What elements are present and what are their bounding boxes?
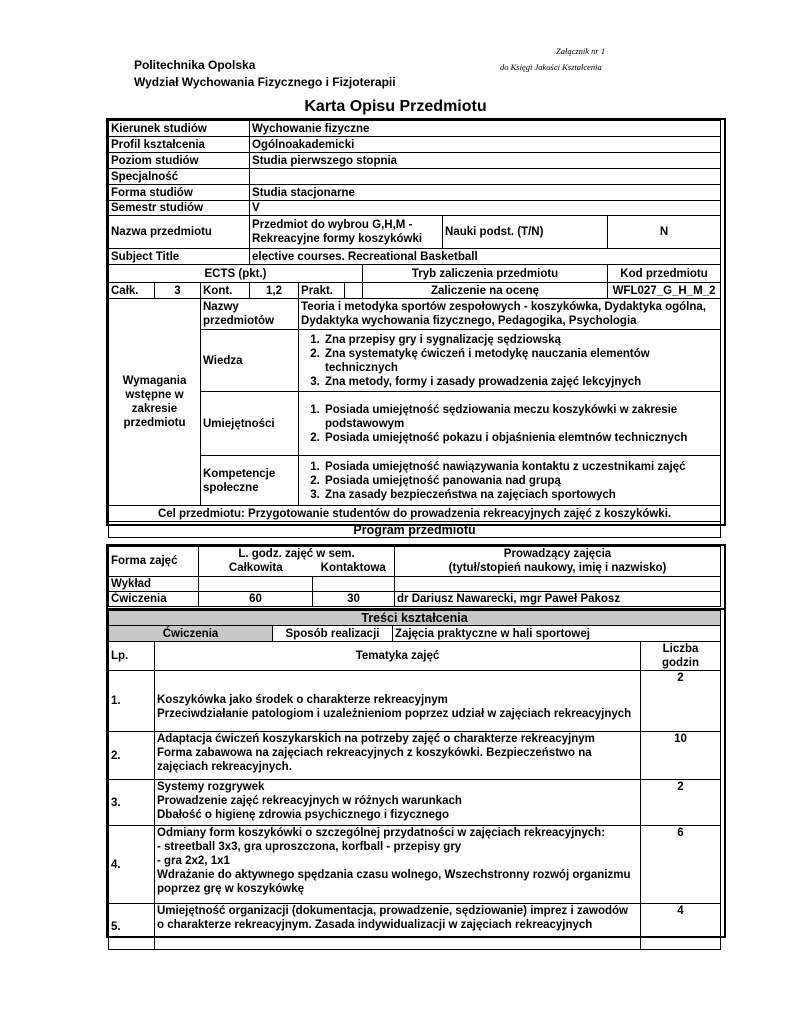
umiejetnosci-item: 2. Posiada umiejętność pokazu i objaśnienia elemtnów technicznych [323,431,718,445]
kontaktowa-value: 30 [313,591,395,606]
semestr-value: V [250,201,721,216]
cel-przedmiotu: Cel przedmiotu: Przygotowanie studentów do prowadzenia rekreacyjnych zajęć z koszykówki. [109,506,721,522]
content-title: Treści kształcenia [109,611,721,626]
wiedza-item: 2. Zna systematykę ćwiczeń i metodykę nauczania elementów technicznych [323,347,718,375]
lp-label: Lp. [109,642,155,671]
tryb-label: Tryb zaliczenia przedmiotu [363,265,608,283]
godziny-value: 2 [641,671,721,732]
document-title: Karta Opisu Przedmiotu [304,98,487,115]
row-nazwy [109,299,721,330]
kompetencje-item: 1. Posiada umiejętność nawiązywania kontaktu z uczestnikami zajęć [323,460,718,474]
prakt-label: Prakt. [299,283,345,299]
kont-label: Kont. [201,283,250,299]
kompetencje-value [299,456,721,506]
forma-value: Wykład [109,576,199,591]
tematyka-line: Systemy rozgrywek [157,781,265,793]
attachment-label: Załącznik nr 1 [556,46,606,56]
row-nazwa [109,216,721,249]
forma-zajec-label: Forma zajęć [109,547,199,577]
content-row [109,732,721,780]
wymagania-label: Wymagania wstępne w zakresie przedmiotu [109,299,201,506]
lp-value: 1. [109,671,155,732]
godziny-value: 4 [641,904,721,950]
forma-value: Ćwiczenia [109,591,199,606]
prowadzacy-value: dr Dariusz Nawarecki, mgr Paweł Pakosz [395,591,721,606]
hours-label: L. godz. zajęć w sem. [199,547,395,562]
lp-value: 3. [109,780,155,826]
specjalnosc-label: Specjalność [109,169,250,185]
department-name: Wydział Wychowania Fizycznego i Fizjoterapii [134,75,396,89]
specjalnosc-value [250,169,721,185]
profil-label: Profil kształcenia [109,137,250,153]
tematyka-line: Wdrażanie do aktywnego spędzania czasu wolnego, Wszechstronny rozwój organizmu poprzez grę w koszykówkę [157,869,631,895]
row-umiejetnosci [109,392,721,456]
sposob-label: Sposób realizacji [273,626,393,642]
tematyka-value [155,671,641,732]
wiedza-label: Wiedza [201,330,299,392]
tematyka-line: Koszykówka jako środek o charakterze rekreacyjnym [157,694,448,706]
tematyka-line: Przeciwdziałanie patologiom i uzależnieniom poprzez udział w zajęciach rekreacyjnych [157,708,632,720]
course-info-table [108,120,721,538]
godziny-value: 10 [641,732,721,780]
sposob-value: Zajęcia praktyczne w hali sportowej [393,626,721,642]
prowadzacy-label: Prowadzący zajęcia [395,547,721,562]
forma-studiow-value: Studia stacjonarne [250,185,721,201]
program-row-wyklad [109,576,721,591]
kod-label: Kod przedmiotu [608,265,721,283]
kont-value: 1,2 [250,283,299,299]
row-wiedza [109,330,721,392]
kontaktowa-value [313,576,395,591]
university-name: Politechnika Opolska [134,58,256,72]
prakt-value [345,283,363,299]
semestr-label: Semestr studiów [109,201,250,216]
subject-value: elective courses. Recreational Basketball [250,249,721,265]
row-subject [109,249,721,265]
godziny-value: 6 [641,826,721,904]
tematyka-line: Prowadzenie zajęć rekreacyjnych w różnych warunkach [157,795,462,807]
tematyka-line: Adaptacja ćwiczeń koszykarskich na potrzeby zajęć o charakterze rekreacyjnym [157,733,595,745]
program-title: Program przedmiotu [109,522,721,538]
tematyka-line: - streetball 3x3, gra uproszczona, korfball - przepisy gry [157,841,462,853]
row-specjalnosc [109,169,721,185]
nazwy-value: Teoria i metodyka sportów zespołowych - koszykówka, Dydaktyka ogólna, Dydaktyka wychowania fizycznego, Pedagogika, Psychologia [299,299,721,330]
calk-label: Całk. [109,283,155,299]
tematyka-line: Umiejętność organizacji (dokumentacja, prowadzenie, sędziowanie) imprez i zawodów o charakterze rekreacyjnym. Zasada indywidualizacji w zajęciach rekreacyjnych [157,905,628,931]
row-kompetencje [109,456,721,506]
profil-value: Ogólnoakademicki [250,137,721,153]
subject-label: Subject Title [109,249,250,265]
calk-value: 3 [155,283,201,299]
nazwy-label: Nazwy przedmiotów [201,299,299,330]
kompetencje-label: Kompetencje społeczne [201,456,299,506]
prowadzacy-value [395,576,721,591]
tematyka-value [155,904,641,950]
row-kierunek [109,121,721,137]
umiejetnosci-item: 1. Posiada umiejętność sędziowania meczu koszykówki w zakresie podstawowym [323,403,718,431]
kompetencje-item: 2. Posiada umiejętność panowania nad grupą [323,474,718,488]
wiedza-value [299,330,721,392]
row-poziom [109,153,721,169]
godziny-label: Liczba godzin [641,642,721,671]
row-semestr [109,201,721,216]
lp-value: 5. [109,904,155,950]
row-forma [109,185,721,201]
kompetencje-item: 3. Zna zasady bezpieczeństwa na zajęciach sportowych [323,488,718,502]
tematyka-line: Forma zabawowa na zajęciach rekreacyjnych z koszykówki. Bezpieczeństwo na zajęciach rekreacyjnych. [157,747,592,773]
row-cel [109,506,721,522]
prowadzacy-sub-label: (tytuł/stopień naukowy, imię i nazwisko) [395,561,721,576]
wiedza-item: 3. Zna metody, formy i zasady prowadzenia zajęć lekcyjnych [323,375,718,389]
content-row [109,671,721,732]
poziom-value: Studia pierwszego stopnia [250,153,721,169]
godziny-value: 2 [641,780,721,826]
umiejetnosci-label: Umiejętności [201,392,299,456]
content-row [109,904,721,950]
umiejetnosci-value [299,392,721,456]
wiedza-item: 1. Zna przepisy gry i sygnalizację sędziowską [323,333,718,347]
tematyka-value [155,826,641,904]
lp-value: 4. [109,826,155,904]
calkowita-value [199,576,313,591]
tematyka-line: Dbałość o higienę zdrowia psychicznego i fizycznego [157,809,450,821]
tematyka-label: Tematyka zajęć [155,642,641,671]
attachment-sub-label: do Księgi Jakości Kształcenia [500,62,602,72]
kierunek-label: Kierunek studiów [109,121,250,137]
lp-value: 2. [109,732,155,780]
content-row [109,826,721,904]
program-header-row-2 [109,561,721,576]
tematyka-value [155,732,641,780]
content-type-row [109,626,721,642]
row-ects-values [109,283,721,299]
program-table [108,546,721,607]
row-ects-header [109,265,721,283]
program-row-cwiczenia [109,591,721,606]
program-header-row-1 [109,547,721,562]
ects-label: ECTS (pkt.) [109,265,363,283]
tematyka-value [155,780,641,826]
content-type: Ćwiczenia [109,626,273,642]
kod-value: WFL027_G_H_M_2 [608,283,721,299]
content-header-row [109,642,721,671]
kontaktowa-label: Kontaktowa [313,561,395,576]
nazwa-value: Przedmiot do wybrou G,H,M - Rekreacyjne formy koszykówki [250,216,443,249]
row-program-title [109,522,721,538]
forma-studiow-label: Forma studiów [109,185,250,201]
calkowita-value: 60 [199,591,313,606]
calkowita-label: Całkowita [199,561,313,576]
nazwa-label: Nazwa przedmiotu [109,216,250,249]
row-profil [109,137,721,153]
poziom-label: Poziom studiów [109,153,250,169]
content-table [108,610,721,950]
tryb-value: Zaliczenie na ocenę [363,283,608,299]
nauki-label: Nauki podst. (T/N) [443,216,608,249]
kierunek-value: Wychowanie fizyczne [250,121,721,137]
content-title-row [109,611,721,626]
tematyka-line: Odmiany form koszykówki o szczególnej przydatności w zajęciach rekreacyjnych: [157,827,606,839]
tematyka-line: - gra 2x2, 1x1 [157,855,230,867]
content-row [109,780,721,826]
nauki-value: N [608,216,721,249]
